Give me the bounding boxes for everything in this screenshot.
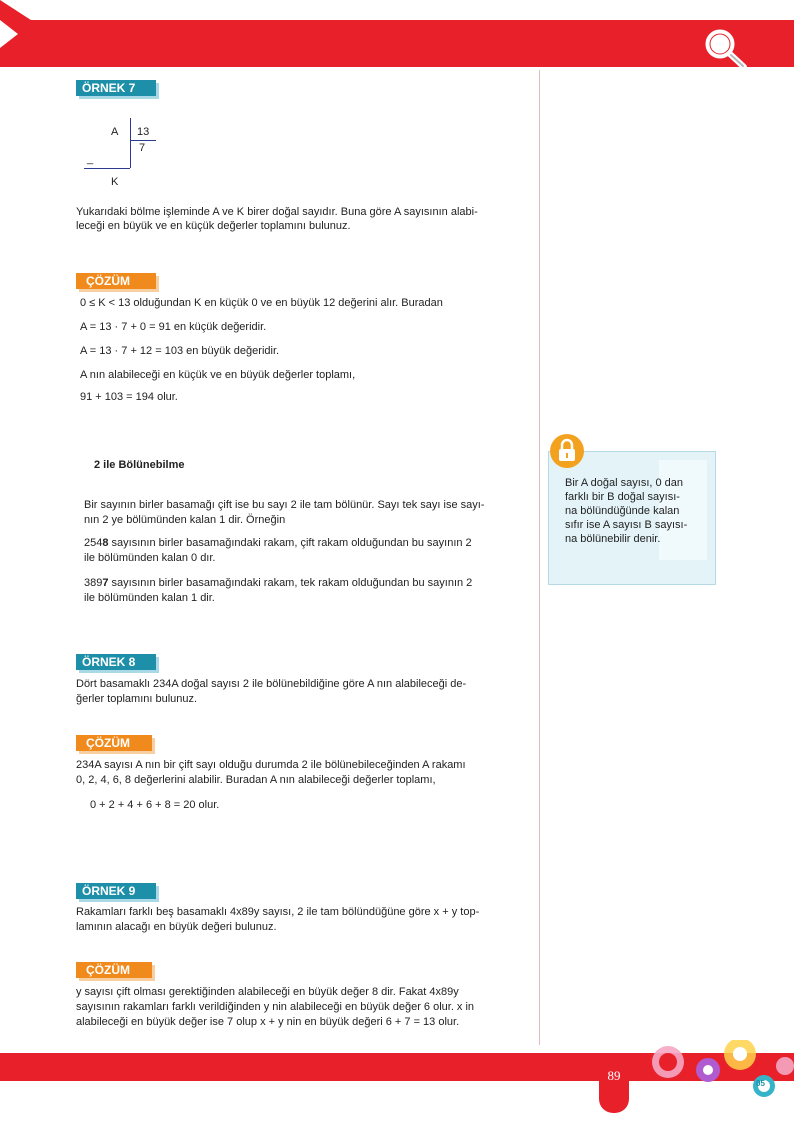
example-number-line [84, 536, 472, 550]
remainder: K [111, 176, 119, 188]
note-text [565, 476, 715, 546]
gears-decoration [640, 1040, 794, 1100]
note-line: na bölündüğünde kalan [565, 505, 680, 517]
example-9-label: ÖRNEK 9 [76, 883, 156, 899]
example-text-line: ile bölümünden kalan 1 dir. [84, 592, 215, 604]
dividend: A [111, 126, 119, 138]
solution-7-label: ÇÖZÜM [76, 273, 156, 289]
header-arrow-inner [0, 20, 18, 48]
solution-line: 0, 2, 4, 6, 8 değerlerini alabilir. Buradan A nın alabileceği değerler toplamı, [76, 774, 436, 786]
solution-line: alabileceği en büyük değer ise 7 olup x + y nin en büyük değeri 6 + 7 = 13 olur. [76, 1016, 460, 1028]
example-7-question [76, 205, 536, 233]
solution-line: 91 + 103 = 194 olur. [80, 391, 178, 403]
solution-line: sayısının rakamları farklı verildiğinden y nin alabileceği en büyük değer 6 olur. x in [76, 1001, 475, 1013]
units-digit: 8 [102, 537, 109, 549]
question-line: leceği en büyük ve en küçük değerler toplamını bulunuz. [76, 220, 351, 232]
rule-line: nın 2 ye bölümünden kalan 1 dir. Örneğin [84, 514, 286, 526]
solution-line: A nın alabileceği en küçük ve en büyük değerler toplamı, [80, 369, 356, 381]
example-7-label: ÖRNEK 7 [76, 80, 156, 96]
example-text: sayısının birler basamağındaki rakam, tek rakam olduğundan bu sayının 2 [108, 577, 473, 589]
section-heading: 2 ile Bölünebilme [94, 459, 185, 471]
minus-sign: _ [87, 153, 94, 165]
example-text: sayısının birler basamağındaki rakam, çift rakam olduğundan bu sayının 2 [108, 537, 472, 549]
magnifier-icon [700, 25, 750, 70]
column-divider [539, 70, 540, 1045]
note-line: Bir A doğal sayısı, 0 dan [565, 477, 684, 489]
division-result-line [84, 168, 130, 169]
solution-line: y sayısı çift olması gerektiğinden alabileceği en büyük değer 8 dir. Fakat 4x89y [76, 986, 459, 998]
info-note-box [548, 451, 716, 585]
example-text-line: ile bölümünden kalan 0 dır. [84, 552, 216, 564]
solution-line: A = 13 · 7 + 0 = 91 en küçük değeridir. [80, 321, 267, 333]
question-line: Rakamları farklı beş basamaklı 4x89y sayısı, 2 ile tam bölündüğüne göre x + y top- [76, 906, 480, 918]
quotient: 7 [139, 142, 146, 154]
solution-8-label: ÇÖZÜM [76, 735, 152, 751]
division-vertical-line [130, 118, 131, 168]
gear-badge: 05 [756, 1079, 765, 1088]
question-line: lamının alacağı en büyük değeri bulunuz. [76, 921, 277, 933]
header-bar [0, 20, 794, 67]
units-digit: 7 [102, 577, 109, 589]
question-line: Yukarıdaki bölme işleminde A ve K birer doğal sayıdır. Buna göre A sayısının alabi- [76, 206, 478, 218]
note-line: sıfır ise A sayısı B sayısı- [565, 519, 688, 531]
divisor: 13 [137, 126, 150, 138]
question-line: Dört basamaklı 234A doğal sayısı 2 ile bölünebildiğine göre A nın alabileceği de- [76, 678, 467, 690]
solution-line: 234A sayısı A nın bir çift sayı olduğu durumda 2 ile bölünebileceğinden A rakamı [76, 759, 466, 771]
division-diagram [84, 118, 164, 188]
number-prefix: 389 [84, 577, 103, 589]
note-line: farklı bir B doğal sayısı- [565, 491, 680, 503]
note-line: na bölünebilir denir. [565, 533, 661, 545]
solution-result: 0 + 2 + 4 + 6 + 8 = 20 olur. [90, 799, 220, 811]
solution-9-label: ÇÖZÜM [76, 962, 152, 978]
question-line: ğerler toplamını bulunuz. [76, 693, 198, 705]
page-number: 89 [607, 1068, 621, 1083]
padlock-icon [550, 434, 584, 468]
number-prefix: 254 [84, 537, 103, 549]
solution-line: 0 ≤ K < 13 olduğundan K en küçük 0 ve en büyük 12 değerini alır. Buradan [80, 297, 443, 309]
example-8-label: ÖRNEK 8 [76, 654, 156, 670]
rule-line: Bir sayının birler basamağı çift ise bu sayı 2 ile tam bölünür. Sayı tek sayı ise sayı- [84, 499, 485, 511]
solution-line: A = 13 · 7 + 12 = 103 en büyük değeridir. [80, 345, 280, 357]
example-number-line [84, 576, 472, 590]
